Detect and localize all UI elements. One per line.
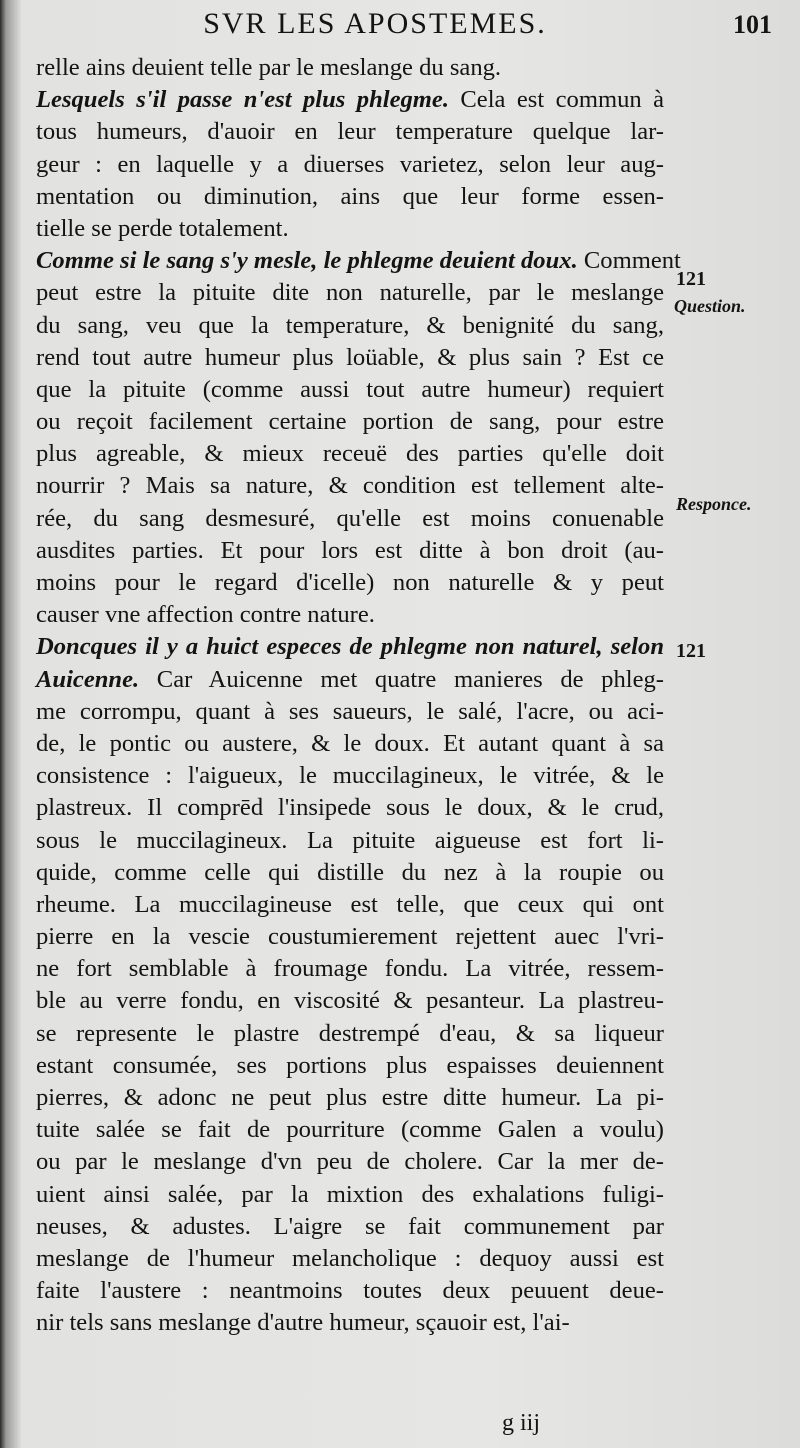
italic-lemma: Doncques il y a huict especes de phlegme non naturel, selon [36,633,664,661]
text-line: se represente le plastre destrempé d'eau, & sa liqueur [36,1019,664,1047]
text-line-rest: Car Auicenne met quatre manieres de phleg- [139,665,664,693]
text-line: rend tout autre humeur plus loüable, & plus sain ? Est ce [36,343,664,371]
text-line: rheume. La muccilagineuse est telle, que ceux qui ont [36,890,664,918]
text-line: estant consumée, ses portions plus espaisses deuiennent [36,1051,664,1079]
text-line: relle ains deuient telle par le meslange du sang. [36,54,502,81]
text-line: du sang, veu que la temperature, & benignité du sang, [36,311,664,339]
text-line: consistence : l'aigueux, le muccilagineux, le vitrée, & le [36,762,664,790]
text-line: ble au verre fondu, en viscosité & pesanteur. La plastreu- [36,987,664,1015]
text-line: me corrompu, quant à ses saueurs, le salé, l'acre, ou aci- [36,697,664,725]
margin-note-response: Responce. [676,494,752,514]
text-line: nir tels sans meslange d'autre humeur, sçauoir est, l'ai- [36,1309,570,1337]
signature-mark: g iij [502,1410,541,1436]
text-line: pierre en la vescie coustumierement rejettent auec l'vri- [36,923,664,951]
text-line: plus agreable, & mieux receuë des parties qu'elle doit [36,440,664,468]
margin-note-question: Question. [674,296,746,316]
text-line: causer vne affection contre nature. [36,601,375,629]
text-line: tielle se perde totalement. [36,214,289,242]
text-line: geur : en laquelle y a diuerses varietez, selon leur aug- [36,150,664,178]
text-line: peut estre la pituite dite non naturelle, par le meslange [36,279,664,307]
text-line: tuite salée se fait de pourriture (comme Galen a voulu) [36,1116,664,1144]
text-line [36,631,664,663]
text-line [36,664,664,696]
text-line: plastreux. Il comprēd l'insipede sous le doux, & le crud, [36,794,664,822]
italic-lemma: Lesquels s'il passe n'est plus phlegme. [36,86,449,114]
text-line: meslange de l'humeur melancholique : dequoy aussi est [36,1244,664,1272]
text-line: tous humeurs, d'auoir en leur temperature quelque lar- [36,118,664,146]
text-line: ausdites parties. Et pour lors est ditte à bon droit (au- [36,536,664,564]
body-text [36,52,681,1340]
margin-number: 121 [676,640,706,662]
text-line: faite l'austere : neantmoins toutes deux peuuent deue- [36,1277,664,1305]
text-line: pierres, & adonc ne peut plus estre ditte humeur. La pi- [36,1084,664,1111]
text-line: rée, du sang desmesuré, qu'elle est moins conuenable [36,504,664,532]
text-line: uient ainsi salée, par la mixtion des exhalations fuligi- [36,1180,664,1208]
italic-lemma: Comme si le sang s'y mesle, le phlegme deuient doux. [36,247,578,275]
running-title: SVR LES APOSTEMES. [203,7,547,40]
text-line: que la pituite (comme aussi tout autre humeur) requiert [36,375,664,403]
text-line: ne fort semblable à froumage fondu. La vitrée, ressem- [36,955,664,983]
text-line: moins pour le regard d'icelle) non naturelle & y peut [36,569,664,596]
text-line: nourrir ? Mais sa nature, & condition est tellement alte- [36,472,664,500]
text-line: de, le pontic ou austere, & le doux. Et autant quant à sa [36,729,664,757]
text-line: neuses, & adustes. L'aigre se fait communement par [36,1212,664,1240]
text-line: ou reçoit facilement certaine portion de sang, pour estre [36,408,664,436]
text-line: ou par le meslange d'vn peu de cholere. Car la mer de- [36,1148,664,1176]
page-number: 101 [733,10,772,39]
text-line [36,245,681,277]
text-line: sous le muccilagineux. La pituite aigueuse est fort li- [36,826,664,854]
italic-lemma: Auicenne. [36,665,140,693]
text-line: mentation ou diminution, ains que leur forme essen- [36,182,664,210]
margin-number: 121 [676,268,706,290]
text-line: quide, comme celle qui distille du nez à la roupie ou [36,858,664,886]
text-line-rest: Cela est commun à [449,86,664,114]
text-line [36,84,664,116]
text-line-rest: Comment [577,247,681,275]
